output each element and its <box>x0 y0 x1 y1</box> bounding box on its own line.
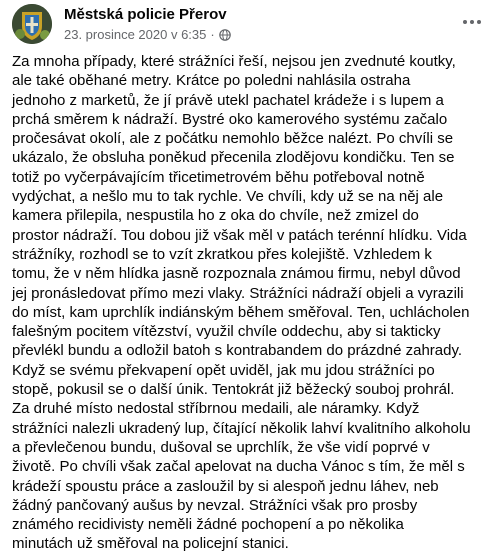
post-text-line: Když se svému překvapení opět uviděl, jak mu jdou strážníci po <box>12 361 435 379</box>
page-avatar[interactable] <box>12 4 52 44</box>
post-text-line: minutách už směřoval na policejní stanici. <box>12 535 289 553</box>
post-text-line: ale také oběhané metry. Krátce po poledni nahlásila ostraha <box>12 72 411 90</box>
post-text-line: prchá směrem k nádraží. Bystré oko kamerového systému začalo <box>12 110 448 128</box>
post-text-line: strážníci nalezli ukradený lup, čítající několik lahví kvalitního alkoholu <box>12 419 471 437</box>
post-text-line: žádný pančovaný aušus by nevzal. Strážníci však pro prosby <box>12 496 418 514</box>
more-options-button[interactable] <box>456 10 488 34</box>
post-text-line: Za druhé místo nedostal stříbrnou medaili, ale náramky. Když <box>12 400 420 418</box>
post-text-line: převlékl bundu a odložil batoh s kontrabandem do prázdné zahrady. <box>12 342 463 360</box>
post-text-line: falešným pocitem vítězství, využil chvíle oddechu, aby si takticky <box>12 323 441 341</box>
post-date[interactable]: 23. prosince 2020 v 6:35 <box>64 27 207 42</box>
post-text-line: tomu, že v něm hlídka jasně rozpoznala známou firmu, nebyl důvod <box>12 265 461 283</box>
post-text-line: prostor nádraží. Tou dobou již však měl v patách terénní hlídku. Vida <box>12 226 467 244</box>
meta-separator: · <box>210 27 215 42</box>
post-text-line: do míst, kam uprchlík indiánským během směřoval. Ten, uchlácholen <box>12 303 470 321</box>
post-text-line: totiž po vyčerpávajícím třicetimetrovém běhu potřeboval notně <box>12 168 425 186</box>
post-header <box>12 4 488 48</box>
post-text-line: krádeží spoustu práce a zasloužil by si alespoň jednu láhev, neb <box>12 477 439 495</box>
page-name-link[interactable]: Městská policie Přerov <box>64 6 227 23</box>
post-text-line: životě. Po chvíli však začal apelovat na ducha Vánoc s tím, že měl s <box>12 458 465 476</box>
post-text-line: Za mnoha případy, které strážníci řeší, nejsou jen zvednuté koutky, <box>12 53 456 70</box>
post-text-line: jej pronásledovat přímo mezi vlaky. Strážníci nádraží objeli a vyrazili <box>12 284 464 302</box>
post-text-line: známého recidivisty neměli žádné pochopení a po několika <box>12 516 404 534</box>
post-text-line: vydýchat, a nešlo mu to tak rychle. Ve chvíli, kdy už se na něj ale <box>12 188 444 206</box>
post-text-line: pročesávat okolí, ale z počátku nemohlo běžce nalézt. Po chvíli se <box>12 130 454 148</box>
post-text-line: strážníky, rozhodl se to vzít zkratkou přes kolejiště. Vzhledem k <box>12 245 432 263</box>
globe-icon <box>219 29 231 41</box>
post-text-line: a převlečenou bundu, dušoval se uprchlík, že vše vidí poprvé v <box>12 438 430 456</box>
post-text-line: ukázalo, že obsluha poněkud přecenila zlodějovu kondičku. Ten se <box>12 149 455 167</box>
post-text-line: kamera přilepila, nespustila ho z oka do chvíle, než zmizel do <box>12 207 419 225</box>
post-meta <box>64 27 231 42</box>
post-text <box>12 52 490 554</box>
post-text-line: jednoho z marketů, že jí právě utekl pachatel krádeže i s lupem a <box>12 91 444 109</box>
more-horizontal-icon <box>462 19 482 25</box>
police-crest-icon <box>12 4 52 44</box>
post-text-line: stopě, pokusil se o další únik. Tentokrát již běžecký souboj prohrál. <box>12 381 455 399</box>
